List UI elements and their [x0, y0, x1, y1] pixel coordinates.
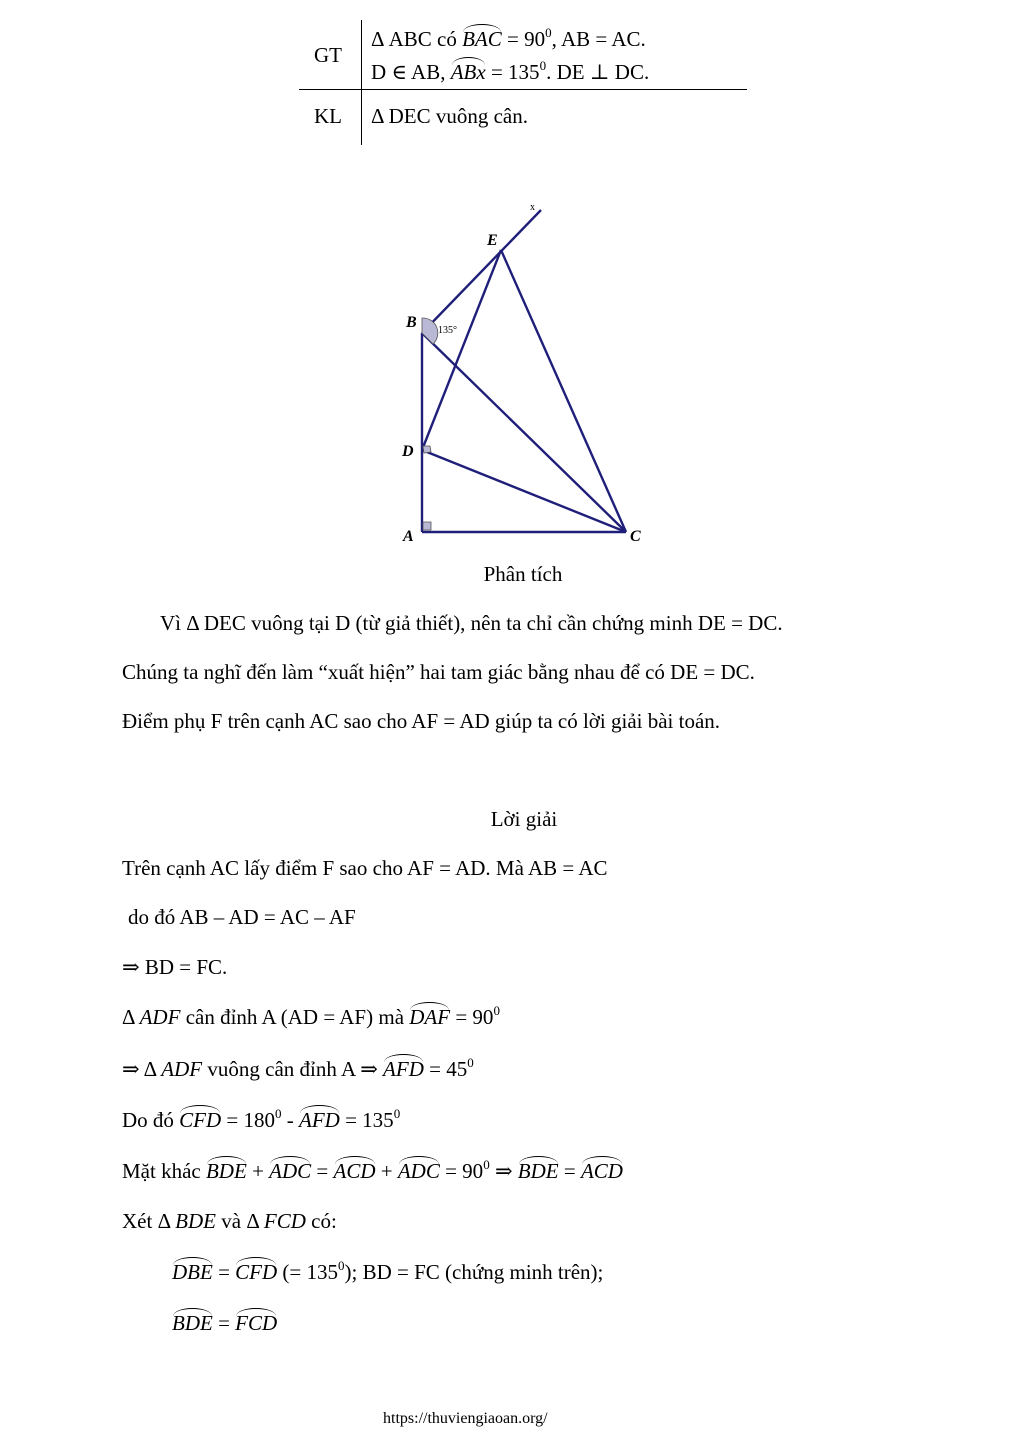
angle-marker-B	[422, 318, 438, 344]
analysis-paragraph-3: Điểm phụ F trên cạnh AC sao cho AF = AD giúp ta có lời giải bài toán.	[122, 709, 721, 733]
solution-line-4: Δ ADF cân đỉnh A (AD = AF) mà DAF = $90^0$	[122, 1003, 500, 1029]
gt-label: GT	[314, 43, 342, 67]
label-x: x	[530, 202, 535, 213]
gt-line-2: D ∈ AB, ABx = $135^0$. DE ⊥ DC.	[371, 58, 650, 84]
solution-line-9: DBE = CFD (= $135^0$); BD = FC (chứng minh trên);	[172, 1258, 604, 1284]
solution-line-3: ⇒ BD = FC.	[122, 955, 228, 979]
footer-url[interactable]: https://thuviengiaoan.org/	[383, 1410, 548, 1427]
label-B: B	[406, 314, 417, 331]
kl-label: KL	[314, 104, 342, 128]
geometry-figure	[0, 0, 1023, 560]
solution-line-10: BDE = FCD	[172, 1311, 278, 1335]
solution-line-7: Mặt khác BDE + ADC = ACD + ADC = $90^0$ ⇒ BDE = ACD	[122, 1157, 623, 1183]
solution-line-2: do đó AB – AD = AC – AF	[128, 905, 356, 929]
label-C: C	[630, 528, 641, 545]
gt-line-1: Δ ABC có BAC = $90^0$, AB = AC.	[371, 25, 646, 51]
segment-DE	[422, 250, 501, 450]
kl-text: Δ DEC vuông cân.	[371, 104, 528, 128]
solution-line-5: ⇒ Δ ADF vuông cân đỉnh A ⇒ AFD = $45^0$	[122, 1055, 474, 1081]
solution-line-6: Do đó CFD = $180^0$ - AFD = $135^0$	[122, 1106, 401, 1132]
angle-label-135: 135°	[438, 325, 457, 336]
label-E: E	[487, 232, 498, 249]
solution-heading: Lời giải	[490, 807, 558, 831]
analysis-paragraph-2: Chúng ta nghĩ đến làm “xuất hiện” hai tam giác bằng nhau để có DE = DC.	[122, 660, 755, 684]
solution-line-1: Trên cạnh AC lấy điểm F sao cho AF = AD. Mà AB = AC	[122, 856, 608, 880]
analysis-heading: Phân tích	[483, 562, 563, 586]
label-D: D	[402, 443, 414, 460]
analysis-paragraph-1: Vì Δ DEC vuông tại D (từ giả thiết), nên ta chỉ cần chứng minh DE = DC.	[160, 611, 783, 635]
right-angle-marker-A	[423, 522, 431, 530]
figure-lines	[422, 210, 626, 532]
ray-Bx	[422, 210, 541, 333]
label-A: A	[403, 528, 414, 545]
segment-BC	[422, 333, 626, 532]
solution-line-8: Xét Δ BDE và Δ FCD có:	[122, 1209, 337, 1233]
right-angle-marker-D	[423, 446, 431, 453]
